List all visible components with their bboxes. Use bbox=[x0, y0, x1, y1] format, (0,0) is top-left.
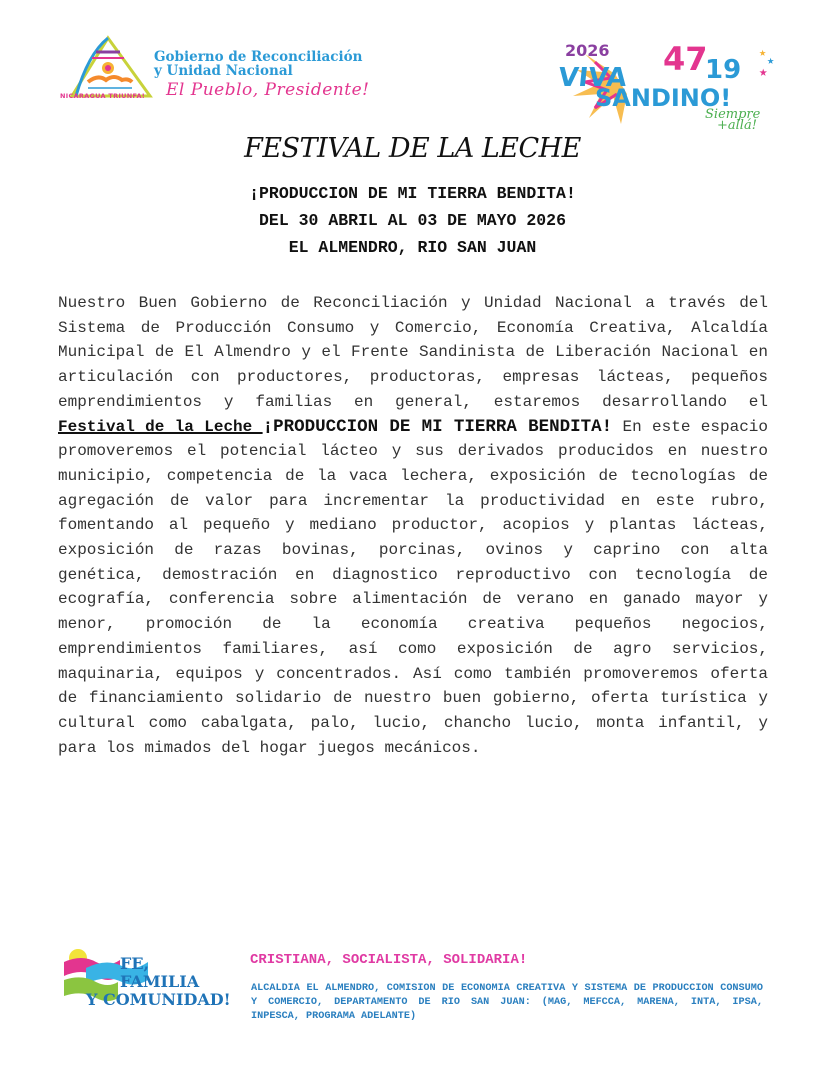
viva-tagline1: Siempre bbox=[705, 107, 761, 122]
government-name-line2: y Unidad Nacional bbox=[154, 63, 293, 79]
ffc-line3: Y COMUNIDAD! bbox=[86, 990, 231, 1009]
star-icon: ★ bbox=[759, 46, 767, 60]
document-subtitle-dates: DEL 30 ABRIL AL 03 DE MAYO 2026 bbox=[259, 211, 566, 230]
body-intro: Nuestro Buen Gobierno de Reconciliación y Unidad Nacional a través del Sistema de Producción Consumo y Comercio, Economía Creativa, Alcaldía Municipal de El Almendro y el Frente Sandinista de Liberación Nacional en articulación con productores, productoras, empresas lácteas, pequeños emprendimientos y familias en general, estaremos desarrollando el bbox=[58, 294, 768, 411]
government-slogan: El Pueblo, Presidente! bbox=[166, 80, 370, 100]
star-icon: ★ bbox=[767, 54, 775, 68]
document-title: FESTIVAL DE LA LECHE bbox=[244, 133, 581, 164]
government-logo bbox=[58, 34, 448, 114]
viva-number-47: 47 bbox=[663, 40, 708, 78]
viva-line2: SANDINO! bbox=[595, 84, 732, 112]
body-festival-name: Festival de la Leche bbox=[58, 417, 263, 436]
document-subtitle-slogan: ¡PRODUCCION DE MI TIERRA BENDITA! bbox=[249, 184, 576, 203]
viva-year: 2026 bbox=[565, 41, 610, 60]
body-slogan: ¡PRODUCCION DE MI TIERRA BENDITA! bbox=[262, 416, 613, 437]
government-name-line1: Gobierno de Reconciliación bbox=[154, 49, 363, 65]
ffc-line1: FE, bbox=[120, 954, 150, 973]
footer-organizations: ALCALDIA EL ALMENDRO, COMISION DE ECONOMIA CREATIVA Y SISTEMA DE PRODUCCION CONSUMO Y COMERCIO, DEPARTAMENTO DE RIO SAN JUAN: (MAG, MEFCCA, MARENA, INTA, IPSA, INPESCA, PROGRAMA ADELANTE) bbox=[251, 983, 763, 1022]
viva-line1: VIVA bbox=[556, 63, 629, 93]
star-icon: ★ bbox=[759, 65, 768, 81]
document-body bbox=[58, 291, 768, 760]
emblem-caption: NICARAGUA TRIUNFA! bbox=[60, 92, 146, 100]
footer-slogan: CRISTIANA, SOCIALISTA, SOLIDARIA! bbox=[250, 952, 528, 968]
viva-number-19: 19 bbox=[705, 55, 742, 85]
ffc-line2: FAMILIA bbox=[120, 972, 200, 991]
government-name bbox=[154, 50, 362, 78]
viva-tagline2: +allá! bbox=[717, 118, 757, 130]
fe-familia-comunidad-text bbox=[86, 954, 231, 1009]
body-details: En este espacio promoveremos el potencial lácteo y sus derivados producidos en nuestro municipio, competencia de la vaca lechera, exposición de tecnologías de agregación de valor para incrementar la productividad en este rubro, fomentando al pequeño y mediano productor, acopios y plantas lácteas, exposición de razas bovinas, porcinas, ovinos y caprino con alta genética, demostración en diagnostico reproductivo con tecnología de ecografía, conferencia sobre alimentación de verano en ganado mayor y menor, promoción de la economía creativa pequeños negocios, emprendimientos familiares, así como exposición de agro servicios, maquinaria, equipos y concentrados. Así como también promoveremos oferta de financiamiento solidario de nuestro buen gobierno, oferta turística y cultural como cabalgata, palo, lucio, chancho lucio, monta infantil, y para los mimados del hogar juegos mecánicos. bbox=[58, 417, 768, 757]
document-subtitle-location: EL ALMENDRO, RIO SAN JUAN bbox=[288, 238, 537, 257]
viva-sandino-logo bbox=[555, 34, 785, 130]
